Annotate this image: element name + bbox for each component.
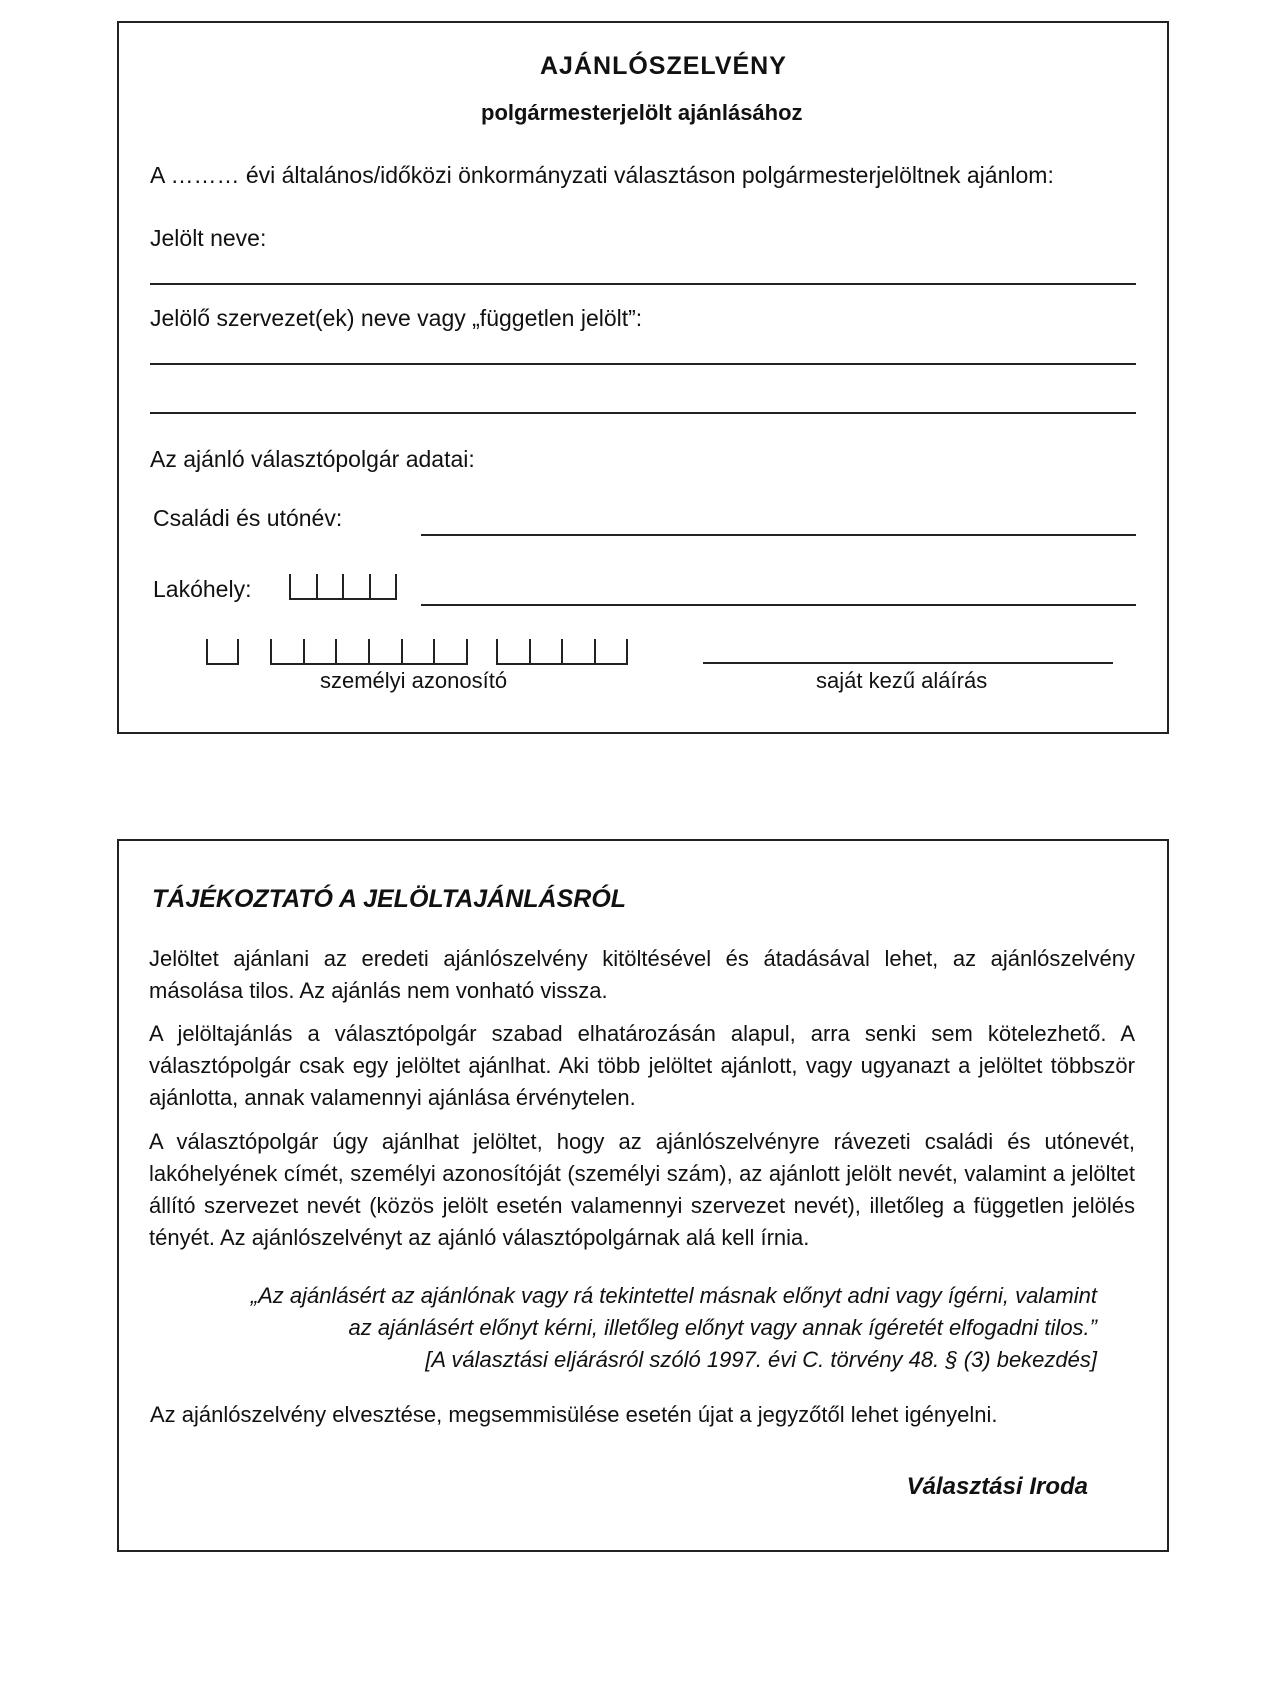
- info-paragraph-3: A választópolgár úgy ajánlhat jelöltet, hogy az ajánlószelvényre rávezeti családi és utónevét, lakóhelyének címét, személyi azonosítóját (személyi szám), az ajánlott jelölt nevét, valamint a jelöltet állító szervezet nevét (közös jelölt esetén valamennyi szervezet nevét), illetőleg a független jelölés tényét. Az ajánlószelvényt az ajánló választópolgárnak alá kell írnia.: [149, 1129, 1135, 1250]
- office-signature: Választási Iroda: [906, 1473, 1088, 1500]
- digit-cell[interactable]: [433, 639, 468, 663]
- digit-cell[interactable]: [401, 639, 434, 663]
- voter-section-label: Az ajánló választópolgár adatai:: [150, 446, 475, 472]
- digit-cell[interactable]: [369, 574, 398, 598]
- digit-cell[interactable]: [270, 639, 303, 663]
- digit-cell[interactable]: [529, 639, 562, 663]
- candidate-name-line[interactable]: [150, 283, 1136, 285]
- law-quote-line-2: az ajánlásért előnyt kérni, illetőleg előnyt vagy annak ígéretét elfogadni tilos.”: [348, 1315, 1097, 1340]
- digit-cell[interactable]: [206, 639, 239, 663]
- form-intro: A ……… évi általános/időközi önkormányzati választáson polgármesterjelöltnek ajánlom:: [150, 162, 1054, 188]
- form-title: AJÁNLÓSZELVÉNY: [540, 52, 787, 80]
- form-subtitle: polgármesterjelölt ajánlásához: [481, 100, 803, 125]
- name-label: Családi és utónév:: [153, 505, 343, 531]
- digit-cell[interactable]: [368, 639, 401, 663]
- law-quote-source: [A választási eljárásról szóló 1997. évi C. törvény 48. § (3) bekezdés]: [425, 1347, 1097, 1372]
- candidate-label: Jelölt neve:: [150, 225, 267, 251]
- law-quote-line-1: „Az ajánlásért az ajánlónak vagy rá tekintettel másnak előnyt adni vagy ígérni, valamint: [250, 1283, 1097, 1308]
- recommendation-form: [117, 21, 1169, 734]
- digit-cell[interactable]: [303, 639, 336, 663]
- organization-line-2[interactable]: [150, 412, 1136, 414]
- loss-note: Az ajánlószelvény elvesztése, megsemmisülése esetén újat a jegyzőtől lehet igényelni.: [150, 1402, 998, 1427]
- info-paragraph-2: A jelöltajánlás a választópolgár szabad elhatározásán alapul, arra senki sem kötelezhető. A választópolgár csak egy jelöltet ajánlhat. Aki több jelöltet ajánlott, vagy ugyanazt a jelöltet többször ajánlotta, annak valamennyi ajánlása érvénytelen.: [149, 1021, 1135, 1110]
- address-line[interactable]: [421, 604, 1136, 606]
- signature-label: saját kezű aláírás: [816, 668, 988, 693]
- id-label: személyi azonosító: [320, 668, 508, 693]
- digit-cell[interactable]: [316, 574, 343, 598]
- voter-name-line[interactable]: [421, 534, 1136, 536]
- digit-cell[interactable]: [496, 639, 529, 663]
- digit-cell[interactable]: [335, 639, 368, 663]
- id-cells-serial[interactable]: [496, 639, 628, 665]
- digit-cell[interactable]: [342, 574, 369, 598]
- info-heading: TÁJÉKOZTATÓ A JELÖLTAJÁNLÁSRÓL: [152, 885, 627, 913]
- organization-label: Jelölő szervezet(ek) neve vagy „független jelölt”:: [150, 305, 643, 331]
- postal-code-cells[interactable]: [289, 574, 397, 600]
- organization-line-1[interactable]: [150, 363, 1136, 365]
- id-cells-birthdate[interactable]: [270, 639, 468, 665]
- id-cells-gender[interactable]: [206, 639, 239, 665]
- digit-cell[interactable]: [289, 574, 316, 598]
- signature-line[interactable]: [703, 662, 1113, 664]
- digit-cell[interactable]: [594, 639, 629, 663]
- digit-cell[interactable]: [561, 639, 594, 663]
- info-paragraph-1: Jelöltet ajánlani az eredeti ajánlószelvény kitöltésével és átadásával lehet, az ajánlószelvény másolása tilos. Az ajánlás nem vonható vissza.: [149, 946, 1135, 1003]
- address-label: Lakóhely:: [153, 576, 252, 602]
